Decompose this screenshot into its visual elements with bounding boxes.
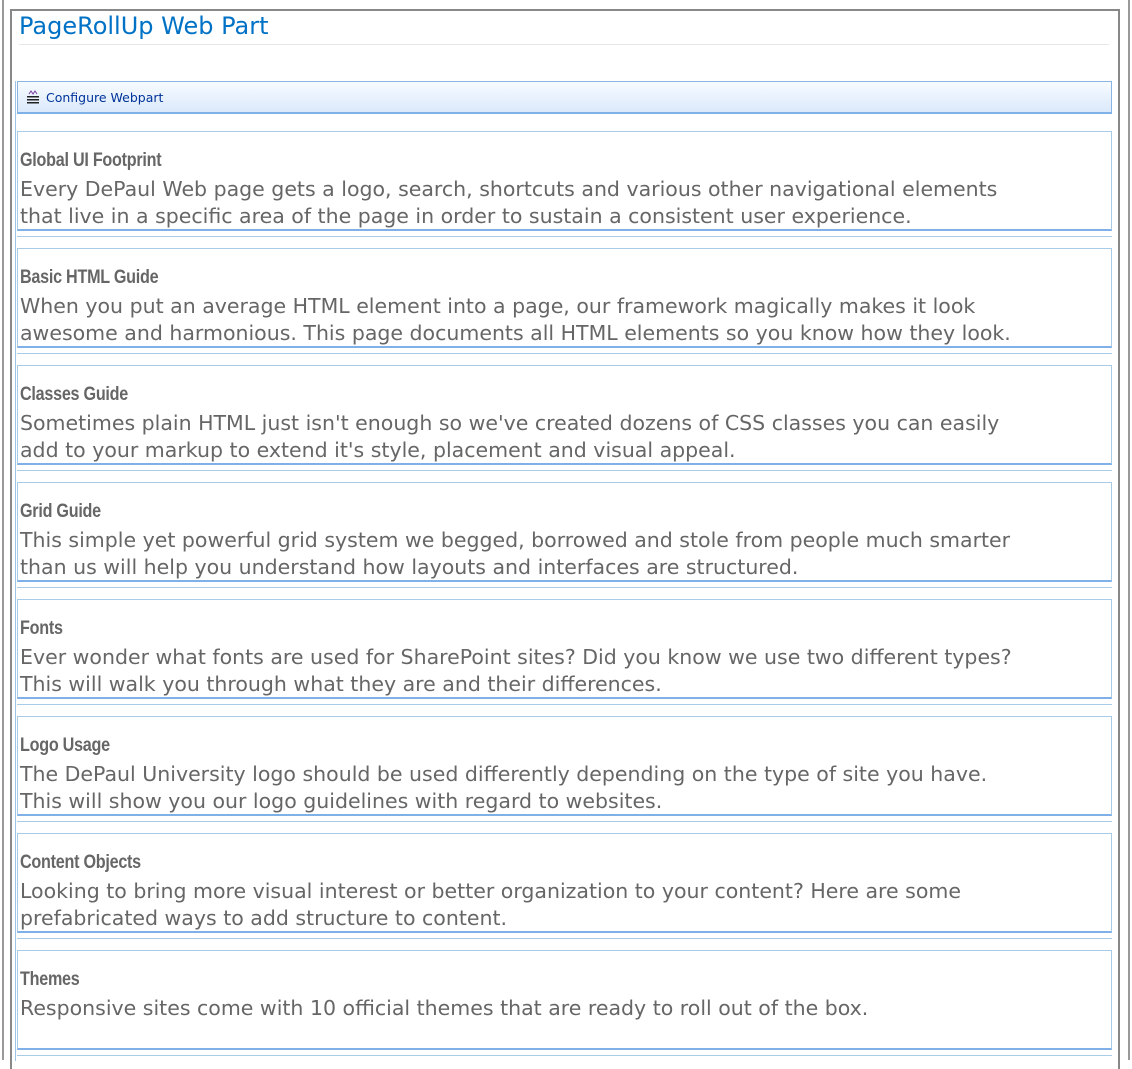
item-title[interactable]: Classes Guide xyxy=(20,384,129,405)
list-item xyxy=(17,365,1112,482)
item-separator xyxy=(17,236,1112,237)
item-description: The DePaul University logo should be used differently depending on the type of site you have. This will show you our logo guidelines with regard to websites. xyxy=(20,762,988,813)
list-item xyxy=(17,599,1112,716)
item-title[interactable]: Basic HTML Guide xyxy=(20,267,159,288)
item-description: Ever wonder what fonts are used for SharePoint sites? Did you know we use two different types? This will walk you through what they are and their differences. xyxy=(20,645,1012,696)
item-separator xyxy=(17,470,1112,471)
list-item xyxy=(17,950,1112,1067)
item-description: Looking to bring more visual interest or better organization to your content? Here are some prefabricated ways to add structure to content. xyxy=(20,879,961,930)
item-separator xyxy=(17,1055,1112,1056)
item-title[interactable]: Global UI Footprint xyxy=(20,150,162,171)
item-separator xyxy=(17,821,1112,822)
configure-webpart-link[interactable]: Configure Webpart xyxy=(46,90,164,105)
item-separator xyxy=(17,938,1112,939)
item-title[interactable]: Content Objects xyxy=(20,852,141,873)
item-box xyxy=(17,950,1112,1050)
item-box xyxy=(17,248,1112,348)
rollup-list xyxy=(17,131,1112,1067)
item-title[interactable]: Fonts xyxy=(20,618,63,639)
item-separator xyxy=(17,353,1112,354)
item-box xyxy=(17,365,1112,465)
item-description: Responsive sites come with 10 official themes that are ready to roll out of the box. xyxy=(20,996,869,1020)
item-description: Every DePaul Web page gets a logo, search, shortcuts and various other navigational elements that live in a specific area of the page in order to sustain a consistent user experience. xyxy=(20,177,998,228)
item-description: This simple yet powerful grid system we begged, borrowed and stole from people much smarter than us will help you understand how layouts and interfaces are structured. xyxy=(20,528,1011,579)
title-divider xyxy=(19,44,1109,45)
item-separator xyxy=(17,587,1112,588)
item-title[interactable]: Logo Usage xyxy=(20,735,110,756)
item-title[interactable]: Grid Guide xyxy=(20,501,101,522)
webpart-toolbar xyxy=(17,81,1112,114)
item-separator xyxy=(17,704,1112,705)
list-item xyxy=(17,248,1112,365)
configure-icon xyxy=(26,90,40,104)
item-box xyxy=(17,833,1112,933)
list-item xyxy=(17,716,1112,833)
item-box xyxy=(17,599,1112,699)
item-box xyxy=(17,716,1112,816)
item-description: Sometimes plain HTML just isn't enough so we've created dozens of CSS classes you can easily add to your markup to extend it's style, placement and visual appeal. xyxy=(20,411,1000,462)
list-item xyxy=(17,131,1112,248)
item-box xyxy=(17,482,1112,582)
item-box xyxy=(17,131,1112,231)
webpart-title: PageRollUp Web Part xyxy=(19,12,269,40)
list-item xyxy=(17,833,1112,950)
list-item xyxy=(17,482,1112,599)
item-description: When you put an average HTML element into a page, our framework magically makes it look awesome and harmonious. This page documents all HTML elements so you know how they look. xyxy=(20,294,1011,345)
item-title[interactable]: Themes xyxy=(20,969,80,990)
